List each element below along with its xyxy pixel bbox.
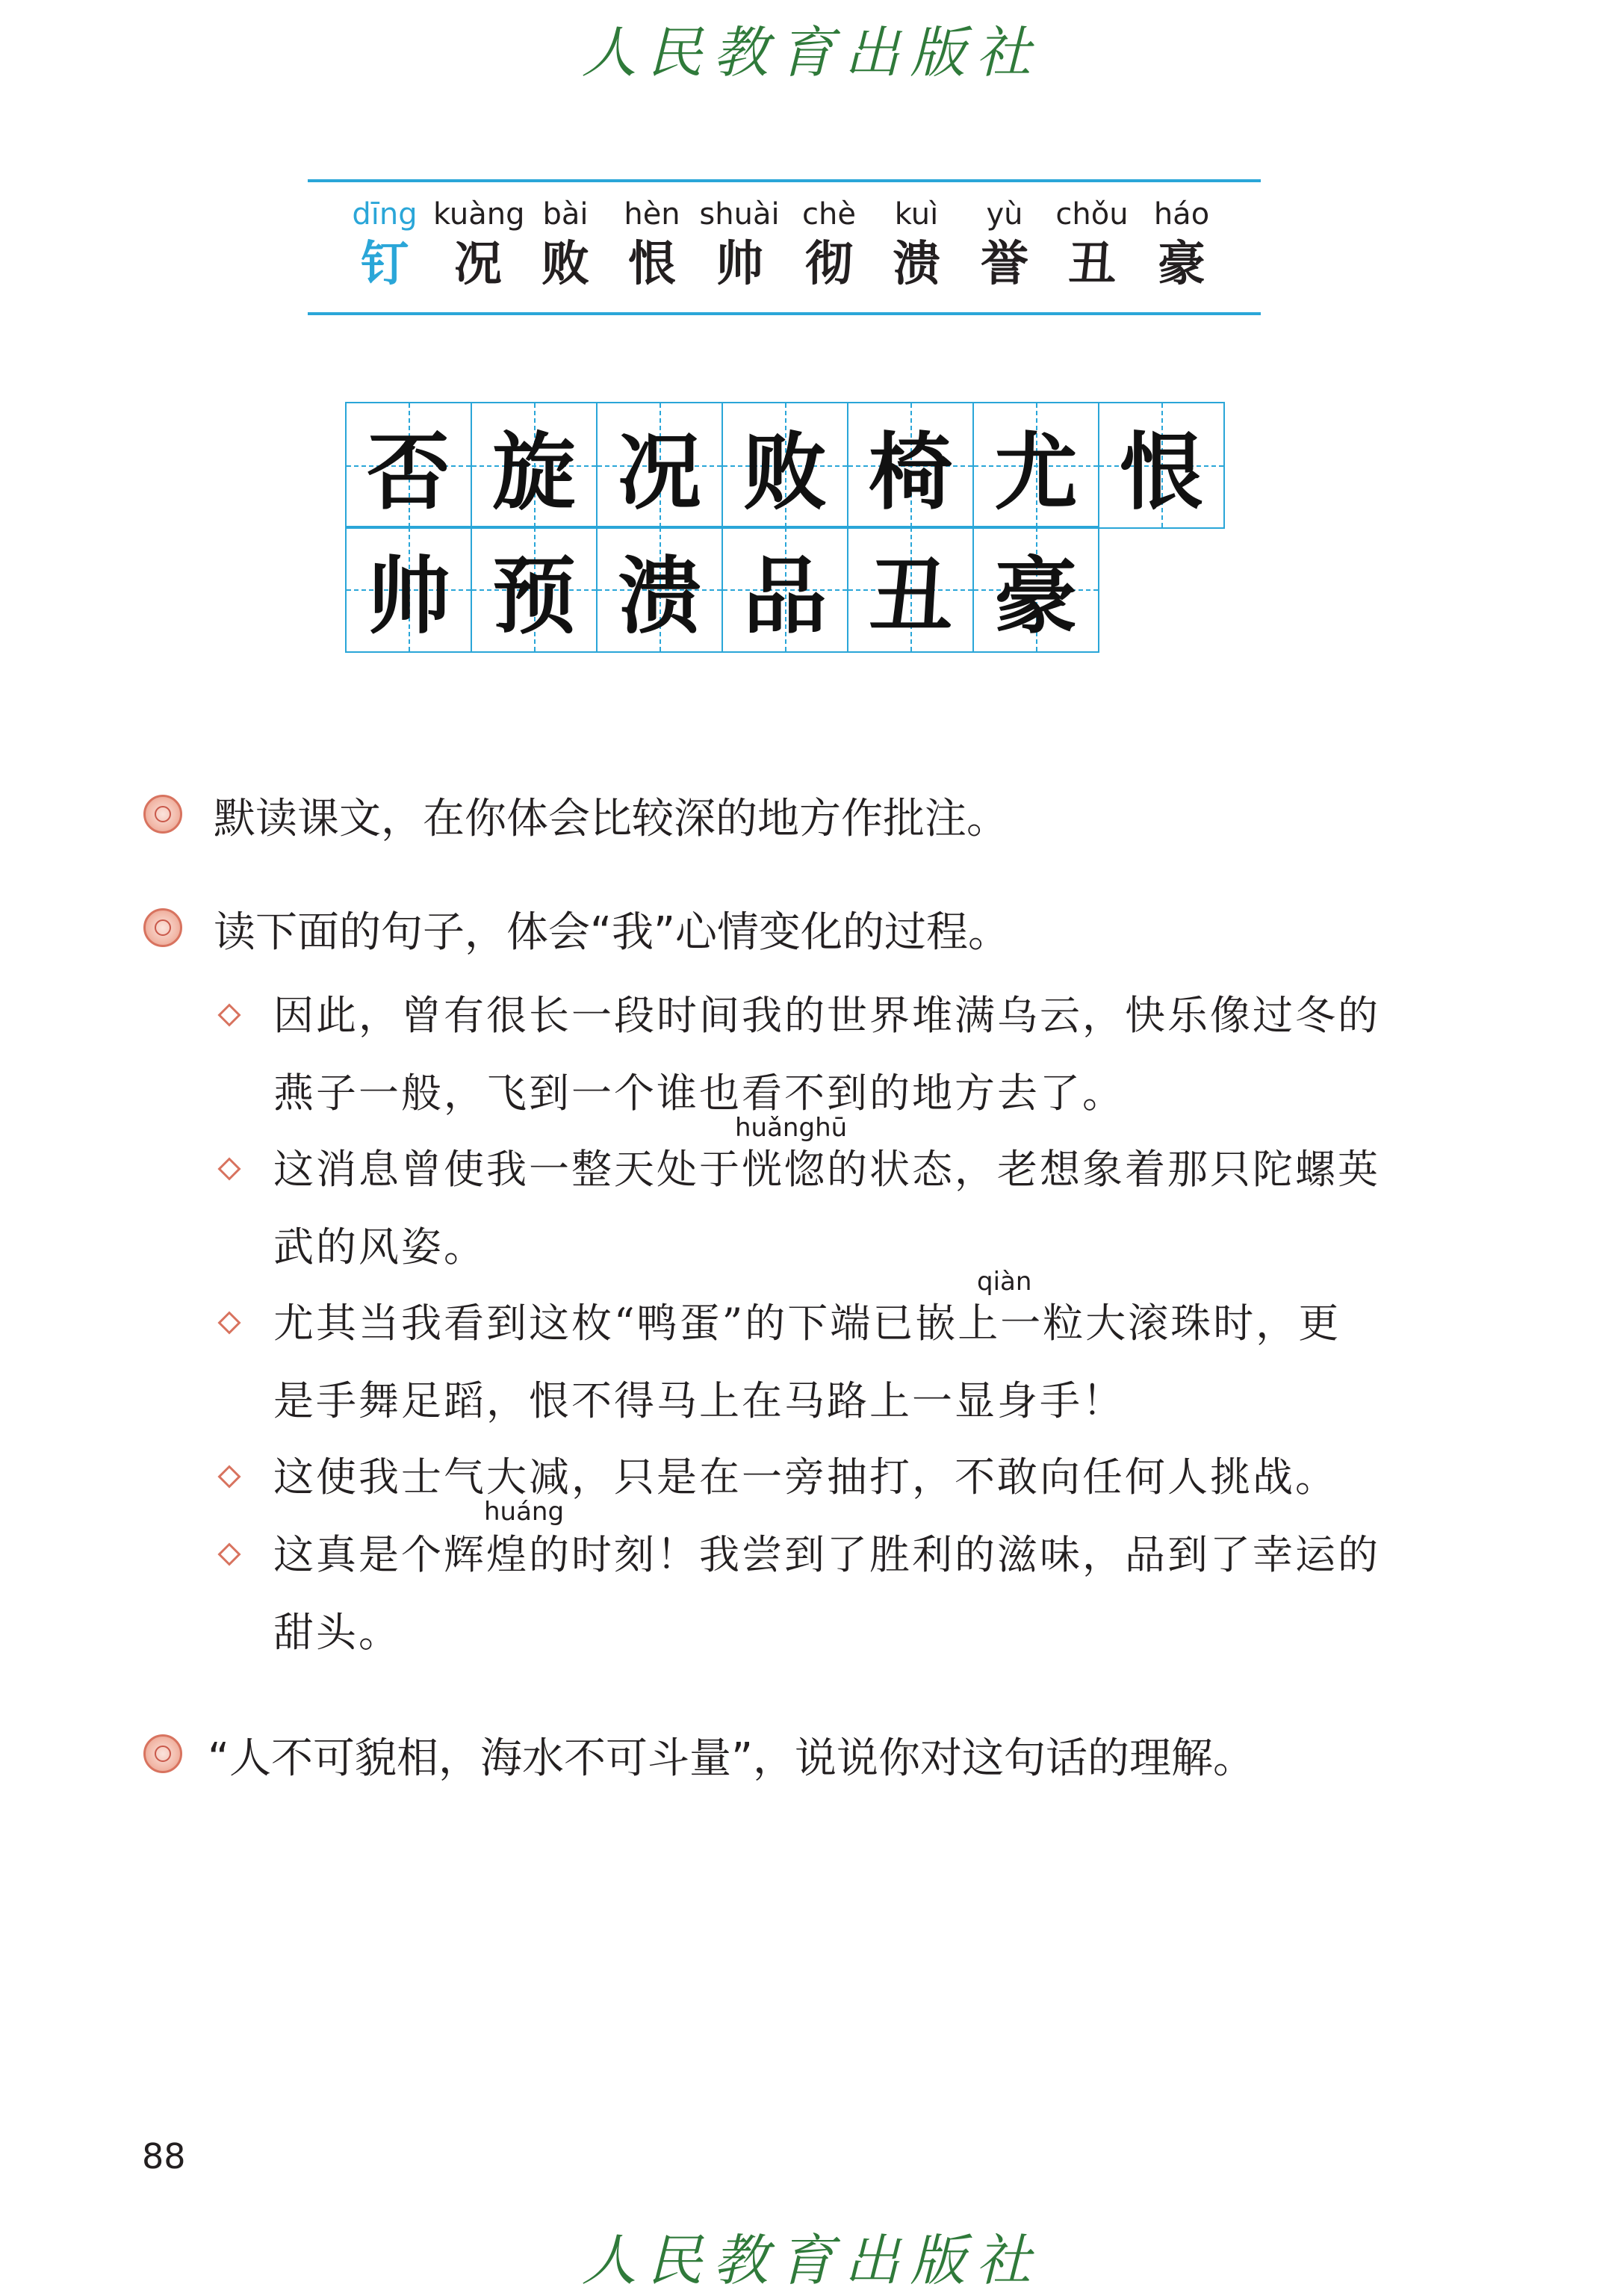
vocab-pinyin: háo bbox=[1153, 197, 1210, 232]
diamond-bullet-icon bbox=[217, 1311, 240, 1334]
grid-cell bbox=[345, 526, 472, 653]
vocab-pinyin: shuài bbox=[699, 197, 780, 232]
diamond-bullet-icon bbox=[217, 1465, 240, 1488]
grid-cell bbox=[471, 526, 598, 653]
grid-char: 溃 bbox=[618, 547, 701, 645]
grid-cell bbox=[1098, 402, 1225, 529]
question-bullet-icon bbox=[143, 1734, 182, 1773]
pinyin-annotation: huáng bbox=[484, 1497, 565, 1527]
vocab-hanzi: 溃 bbox=[893, 236, 940, 292]
sentence-1-line-1: 因此，曾有很长一段时间我的世界堆满乌云，快乐像过冬的 bbox=[273, 992, 1380, 1039]
grid-cell bbox=[972, 526, 1099, 653]
sentence-5-line-2: 甜头。 bbox=[273, 1609, 401, 1656]
question-bullet-icon bbox=[143, 908, 182, 947]
vocab-pinyin: kuì bbox=[894, 197, 939, 232]
grid-cell bbox=[721, 526, 848, 653]
vocab-pinyin: chè bbox=[802, 197, 856, 232]
diamond-bullet-icon bbox=[217, 1542, 240, 1566]
question-bullet-icon bbox=[143, 795, 182, 834]
grid-cell bbox=[596, 402, 723, 529]
vocab-item bbox=[433, 196, 523, 296]
vocab-hanzi: 彻 bbox=[805, 236, 853, 292]
vocab-item bbox=[607, 196, 697, 296]
grid-cell bbox=[972, 402, 1099, 529]
vocab-item bbox=[340, 196, 429, 296]
vocab-hanzi: 败 bbox=[541, 236, 589, 292]
vocab-pinyin: hèn bbox=[624, 197, 680, 232]
grid-cell bbox=[721, 402, 848, 529]
vocab-hanzi: 豪 bbox=[1158, 236, 1205, 292]
question-3: “人不可貌相，海水不可斗量”，说说你对这句话的理解。 bbox=[208, 1734, 1256, 1783]
vocab-item bbox=[1047, 196, 1137, 296]
grid-char: 败 bbox=[743, 423, 827, 521]
grid-cell bbox=[471, 402, 598, 529]
vocab-hanzi: 钉 bbox=[361, 236, 409, 292]
diamond-bullet-icon bbox=[217, 1003, 240, 1026]
grid-char: 帅 bbox=[367, 547, 450, 645]
page-number: 88 bbox=[142, 2136, 186, 2176]
sentence-1-line-2: 燕子一般，飞到一个谁也看不到的地方去了。 bbox=[273, 1070, 1125, 1117]
grid-char: 恨 bbox=[1120, 423, 1203, 521]
grid-char: 豪 bbox=[994, 547, 1078, 645]
sentence-2-line-2: 武的风姿。 bbox=[273, 1223, 486, 1270]
sentence-3-line-1: 尤其当我看到这枚“鸭蛋”的下端已嵌上一粒大滚珠时，更 bbox=[273, 1300, 1341, 1347]
vocab-item bbox=[695, 196, 784, 296]
grid-char: 尤 bbox=[994, 423, 1078, 521]
vocab-pinyin: yù bbox=[986, 197, 1023, 232]
pinyin-annotation: huǎnghū bbox=[735, 1113, 848, 1143]
diamond-bullet-icon bbox=[217, 1157, 240, 1180]
vocab-item bbox=[872, 196, 961, 296]
grid-row-2 bbox=[345, 526, 1223, 651]
sentence-5-line-1: 这真是个辉煌的时刻！我尝到了胜利的滋味，品到了幸运的 bbox=[273, 1531, 1380, 1578]
grid-char: 预 bbox=[492, 547, 576, 645]
sentence-3-line-2: 是手舞足蹈，恨不得马上在马路上一显身手！ bbox=[273, 1377, 1125, 1424]
grid-char: 否 bbox=[367, 423, 450, 521]
grid-char: 旋 bbox=[492, 423, 576, 521]
grid-char: 丑 bbox=[869, 547, 952, 645]
grid-cell bbox=[596, 526, 723, 653]
vocab-hanzi: 况 bbox=[454, 236, 502, 292]
vocab-list bbox=[308, 196, 1261, 315]
grid-char: 品 bbox=[743, 547, 827, 645]
question-1: 默读课文，在你体会比较深的地方作批注。 bbox=[214, 795, 1008, 843]
grid-cell bbox=[847, 402, 974, 529]
vocab-pinyin: kuàng bbox=[433, 197, 525, 232]
pinyin-annotation: qiàn bbox=[977, 1267, 1032, 1297]
sentence-2-line-1: 这消息曾使我一整天处于恍惚的状态，老想象着那只陀螺英 bbox=[273, 1146, 1380, 1193]
vocab-item bbox=[1137, 196, 1226, 296]
grid-cell bbox=[345, 402, 472, 529]
grid-cell bbox=[847, 526, 974, 653]
vocab-hanzi: 恨 bbox=[628, 236, 676, 292]
vocab-pinyin: bài bbox=[542, 197, 589, 232]
question-2: 读下面的句子，体会“我”心情变化的过程。 bbox=[214, 908, 1011, 957]
grid-row-1 bbox=[345, 402, 1223, 527]
publisher-footer: 人民教育出版社 bbox=[581, 2229, 1042, 2293]
sentence-4-line-1: 这使我士气大减，只是在一旁抽打，不敢向任何人挑战。 bbox=[273, 1453, 1338, 1501]
vocab-top-rule bbox=[308, 179, 1261, 182]
vocab-item bbox=[521, 196, 610, 296]
vocab-pinyin: chǒu bbox=[1055, 197, 1129, 232]
writing-grid bbox=[345, 402, 1223, 651]
vocab-pinyin: dīng bbox=[352, 197, 418, 232]
grid-char: 况 bbox=[618, 423, 701, 521]
vocab-item bbox=[784, 196, 874, 296]
publisher-header: 人民教育出版社 bbox=[581, 21, 1042, 85]
vocab-hanzi: 帅 bbox=[716, 236, 763, 292]
vocab-hanzi: 丑 bbox=[1068, 236, 1116, 292]
grid-char: 椅 bbox=[869, 423, 952, 521]
vocab-item bbox=[960, 196, 1049, 296]
vocab-bottom-rule bbox=[308, 312, 1261, 315]
vocab-hanzi: 誉 bbox=[981, 236, 1028, 292]
